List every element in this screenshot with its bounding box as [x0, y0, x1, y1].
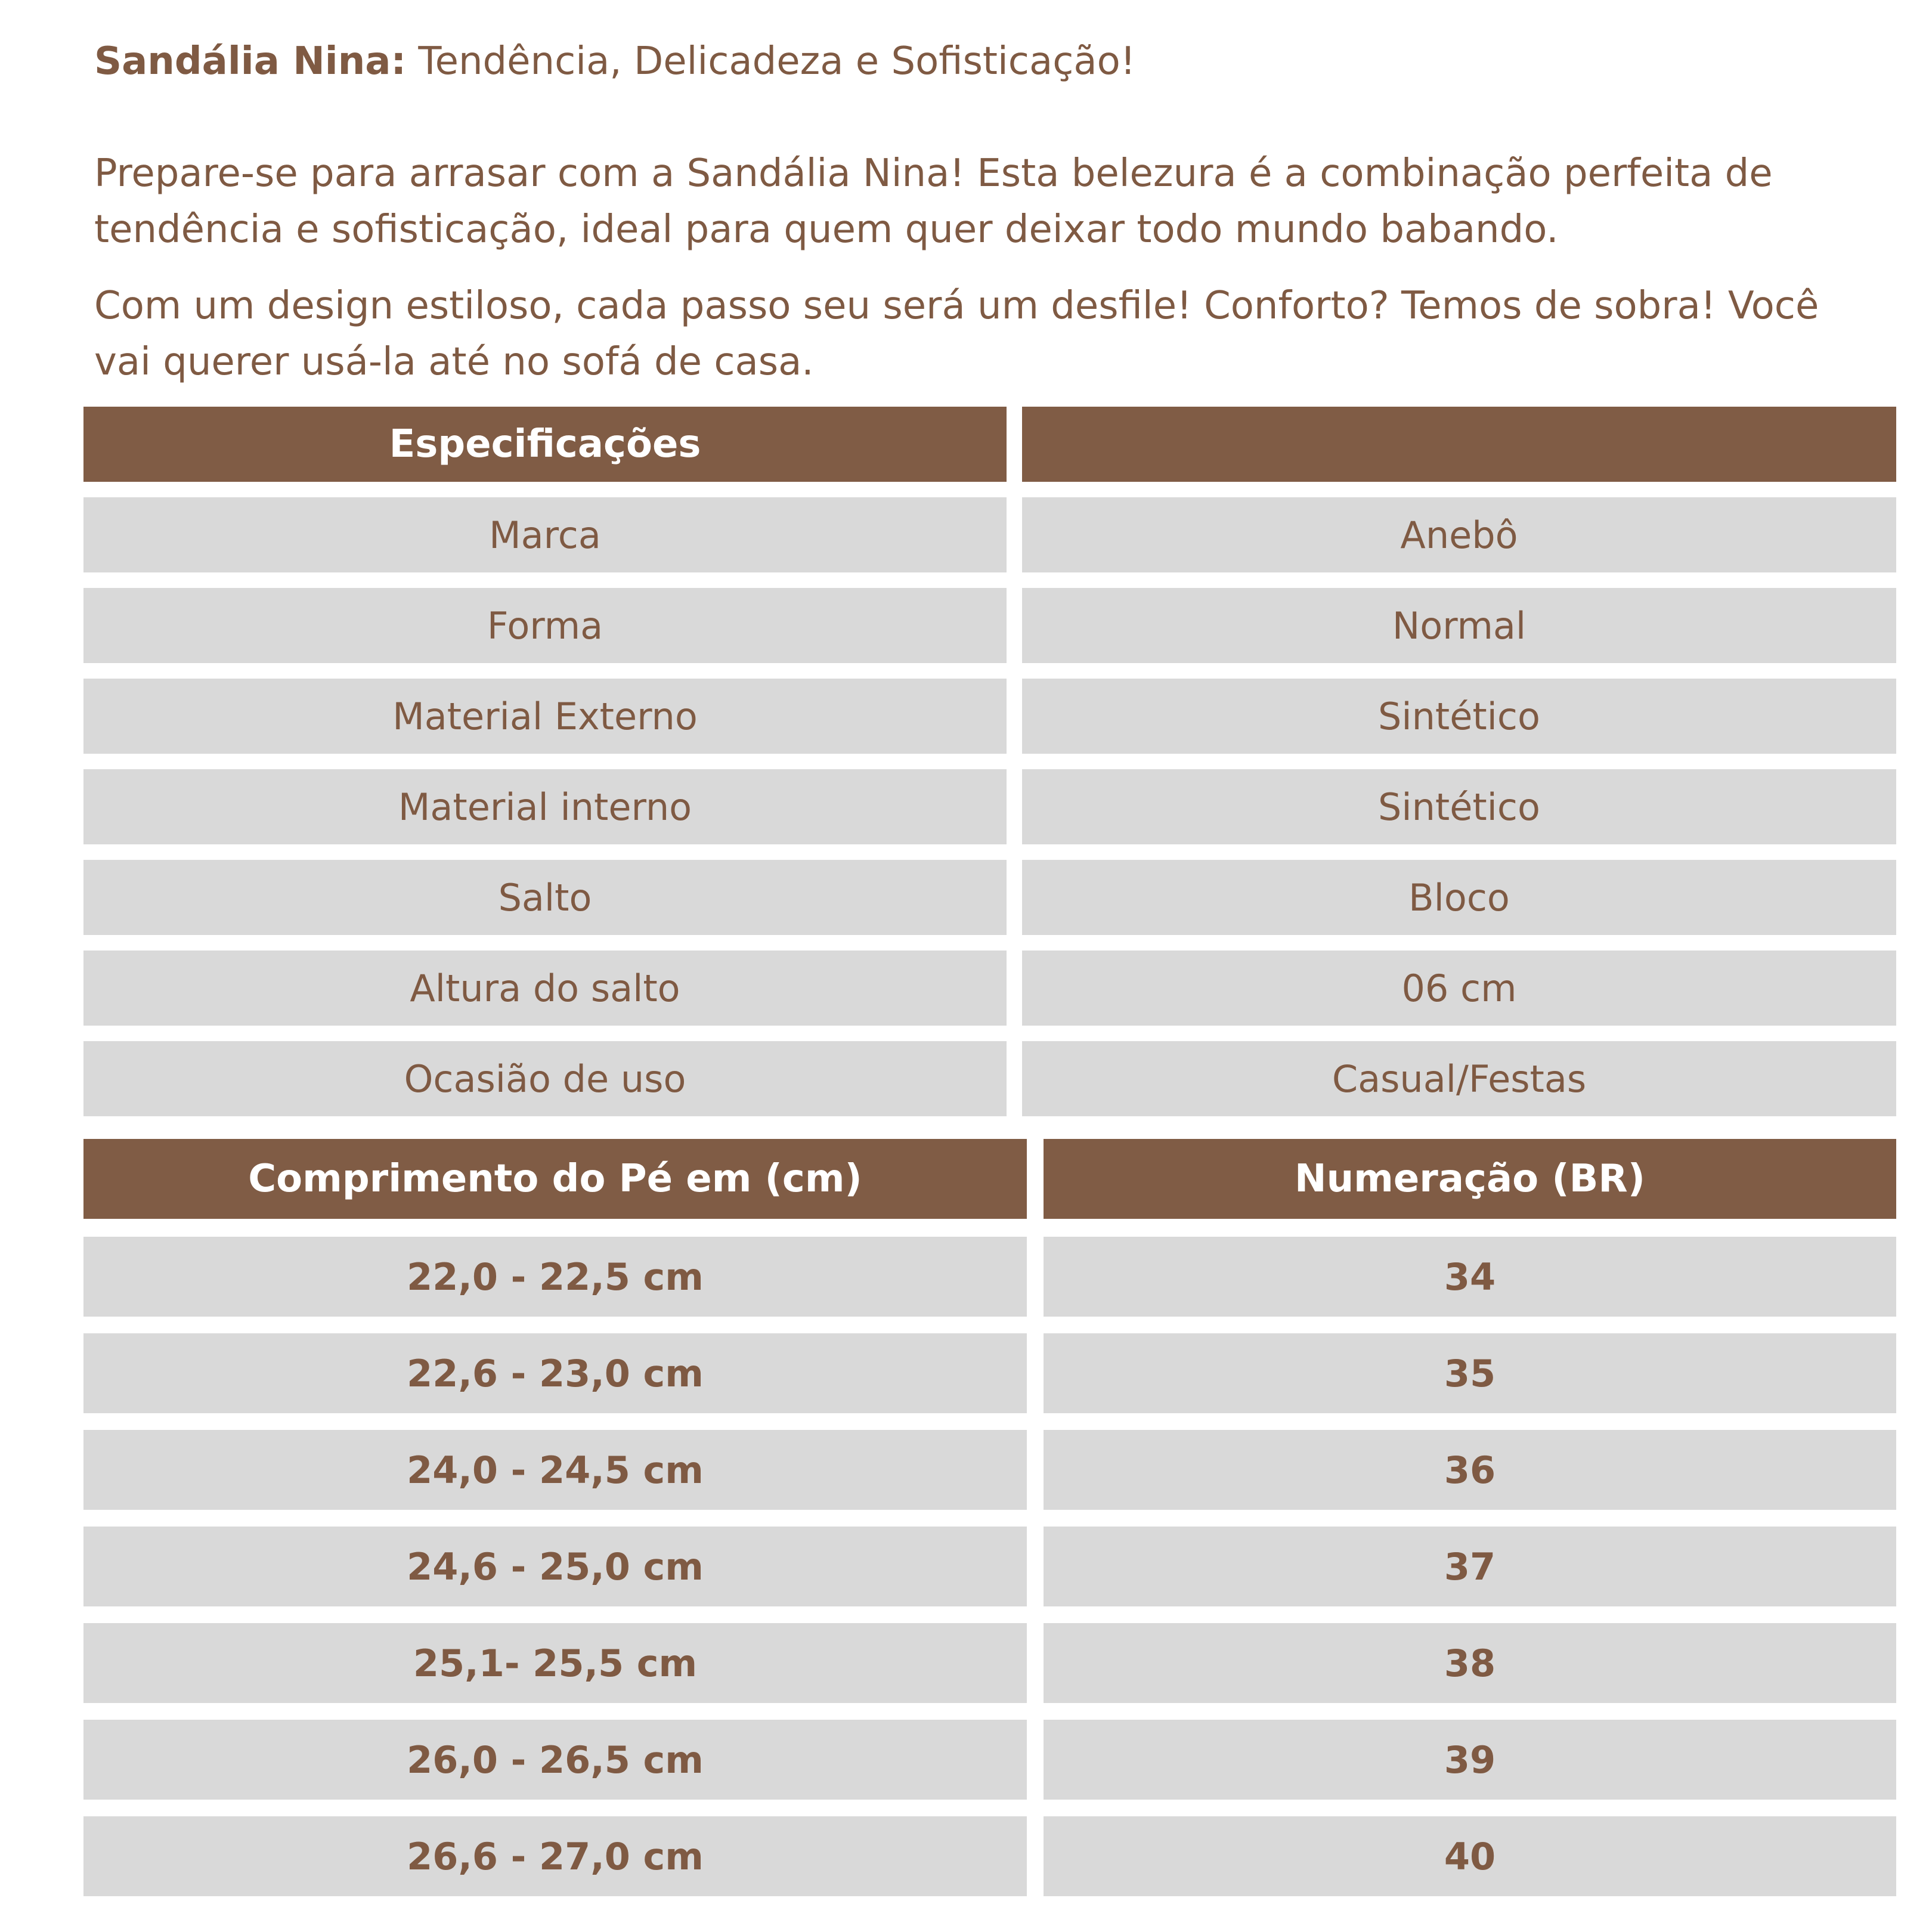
spec-label-heel: Salto [83, 860, 1007, 935]
spec-value-brand: Anebô [1022, 497, 1896, 572]
product-title [94, 33, 1883, 89]
size-length-cell: 25,1- 25,5 cm [83, 1623, 1027, 1703]
spec-value-heel: Bloco [1022, 860, 1896, 935]
spec-value-internal-material: Sintético [1022, 769, 1896, 844]
size-number-cell: 37 [1044, 1527, 1896, 1606]
size-length-cell: 26,6 - 27,0 cm [83, 1816, 1027, 1896]
size-header-number: Numeração (BR) [1044, 1139, 1896, 1219]
size-length-cell: 24,6 - 25,0 cm [83, 1527, 1027, 1606]
size-length-cell: 22,6 - 23,0 cm [83, 1333, 1027, 1413]
spec-label-internal-material: Material interno [83, 769, 1007, 844]
size-number-cell: 38 [1044, 1623, 1896, 1703]
size-number-cell: 34 [1044, 1237, 1896, 1317]
spec-label-heel-height: Altura do salto [83, 950, 1007, 1026]
size-number-cell: 40 [1044, 1816, 1896, 1896]
specs-header-right [1022, 407, 1896, 482]
spec-label-occasion: Ocasião de uso [83, 1041, 1007, 1116]
size-length-cell: 26,0 - 26,5 cm [83, 1720, 1027, 1800]
spec-label-external-material: Material Externo [83, 679, 1007, 754]
spec-label-shape: Forma [83, 588, 1007, 663]
size-length-cell: 24,0 - 24,5 cm [83, 1430, 1027, 1510]
spec-label-brand: Marca [83, 497, 1007, 572]
product-title-bold: Sandália Nina: [94, 39, 407, 83]
description-paragraph-2: Com um design estiloso, cada passo seu será um desfile! Conforto? Temos de sobra! Você vai querer usá-la até no sofá de casa. [94, 284, 1819, 384]
size-number-cell: 36 [1044, 1430, 1896, 1510]
spec-value-heel-height: 06 cm [1022, 950, 1896, 1026]
description-paragraph-1: Prepare-se para arrasar com a Sandália Nina! Esta belezura é a combinação perfeita de tendência e sofisticação, ideal para quem quer deixar todo mundo babando. [94, 151, 1773, 252]
size-number-cell: 35 [1044, 1333, 1896, 1413]
size-length-cell: 22,0 - 22,5 cm [83, 1237, 1027, 1317]
specs-header-left: Especificações [83, 407, 1007, 482]
size-number-cell: 39 [1044, 1720, 1896, 1800]
spec-value-shape: Normal [1022, 588, 1896, 663]
spec-value-occasion: Casual/Festas [1022, 1041, 1896, 1116]
size-header-length: Comprimento do Pé em (cm) [83, 1139, 1027, 1219]
product-title-rest: Tendência, Delicadeza e Sofisticação! [406, 39, 1136, 83]
spec-value-external-material: Sintético [1022, 679, 1896, 754]
